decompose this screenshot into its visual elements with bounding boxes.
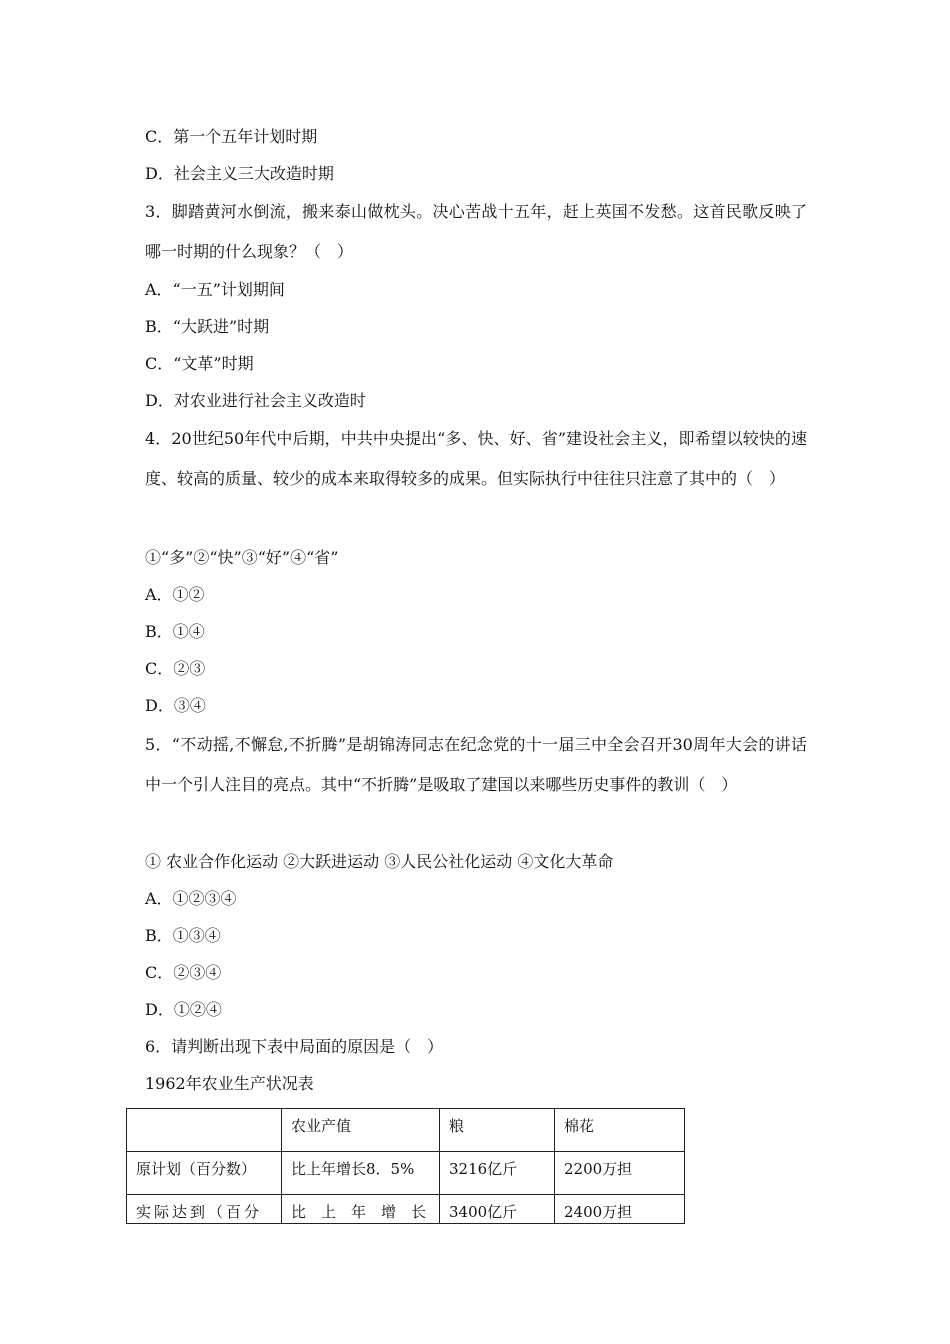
q3-stem: 3．脚踏黄河水倒流，搬来泰山做枕头。决心苦战十五年，赶上英国不发愁。这首民歌反映了哪一时期的什么现象？（ ） — [145, 202, 807, 261]
q4-stem: 4．20世纪50年代中后期，中共中央提出“多、快、好、省”建设社会主义，即希望以较快的速度、较高的质量、较少的成本来取得较多的成果。但实际执行中往往只注意了其中的（ ） — [145, 429, 807, 488]
q3-option-a: A．“一五”计划期间 — [145, 280, 285, 299]
table-cell: 3216亿斤 — [440, 1152, 555, 1195]
q5-option-c: C．②③④ — [145, 963, 222, 982]
q4-option-a: A．①② — [145, 585, 205, 604]
q6-stem: 6．请判断出现下表中局面的原因是（ ） — [145, 1037, 444, 1056]
table-row — [127, 1195, 685, 1224]
table-header-cell — [127, 1109, 282, 1152]
q2-option-d: D．社会主义三大改造时期 — [145, 164, 334, 183]
table-header-cell: 粮 — [440, 1109, 555, 1152]
table-cell: 原计划（百分数） — [127, 1152, 282, 1195]
q5-choices: ① 农业合作化运动 ②大跃进运动 ③人民公社化运动 ④文化大革命 — [145, 852, 614, 871]
q3-option-c: C．“文革”时期 — [145, 354, 254, 373]
q4-choices: ①“多”②“快”③“好”④“省” — [145, 548, 339, 567]
table-cell: 比 上 年 增 长 — [282, 1195, 440, 1224]
table-cell: 2200万担 — [555, 1152, 685, 1195]
agriculture-table — [126, 1108, 685, 1224]
table-header-cell: 棉花 — [555, 1109, 685, 1152]
q3-option-b: B．“大跃进”时期 — [145, 317, 270, 336]
q5-option-d: D．①②④ — [145, 1000, 222, 1019]
table-header-row — [127, 1109, 685, 1152]
table-header-cell: 农业产值 — [282, 1109, 440, 1152]
q4-option-c: C．②③ — [145, 659, 206, 678]
q5-option-b: B．①③④ — [145, 926, 221, 945]
q3-option-d: D．对农业进行社会主义改造时 — [145, 391, 366, 410]
q5-option-a: A．①②③④ — [145, 889, 237, 908]
table-caption: 1962年农业生产状况表 — [145, 1074, 314, 1093]
table-cell: 3400亿斤 — [440, 1195, 555, 1224]
q4-option-d: D．③④ — [145, 696, 206, 715]
table-cell: 实际达到（百分 — [127, 1195, 282, 1224]
table-row — [127, 1152, 685, 1195]
table-cell: 2400万担 — [555, 1195, 685, 1224]
q5-stem: 5．“不动摇,不懈怠,不折腾”是胡锦涛同志在纪念党的十一届三中全会召开30周年大会的讲话中一个引人注目的亮点。其中“不折腾”是吸取了建国以来哪些历史事件的教训（ ） — [145, 735, 807, 794]
table-cell: 比上年增长8．5% — [282, 1152, 440, 1195]
q2-option-c: C．第一个五年计划时期 — [145, 127, 318, 146]
q4-option-b: B．①④ — [145, 622, 205, 641]
